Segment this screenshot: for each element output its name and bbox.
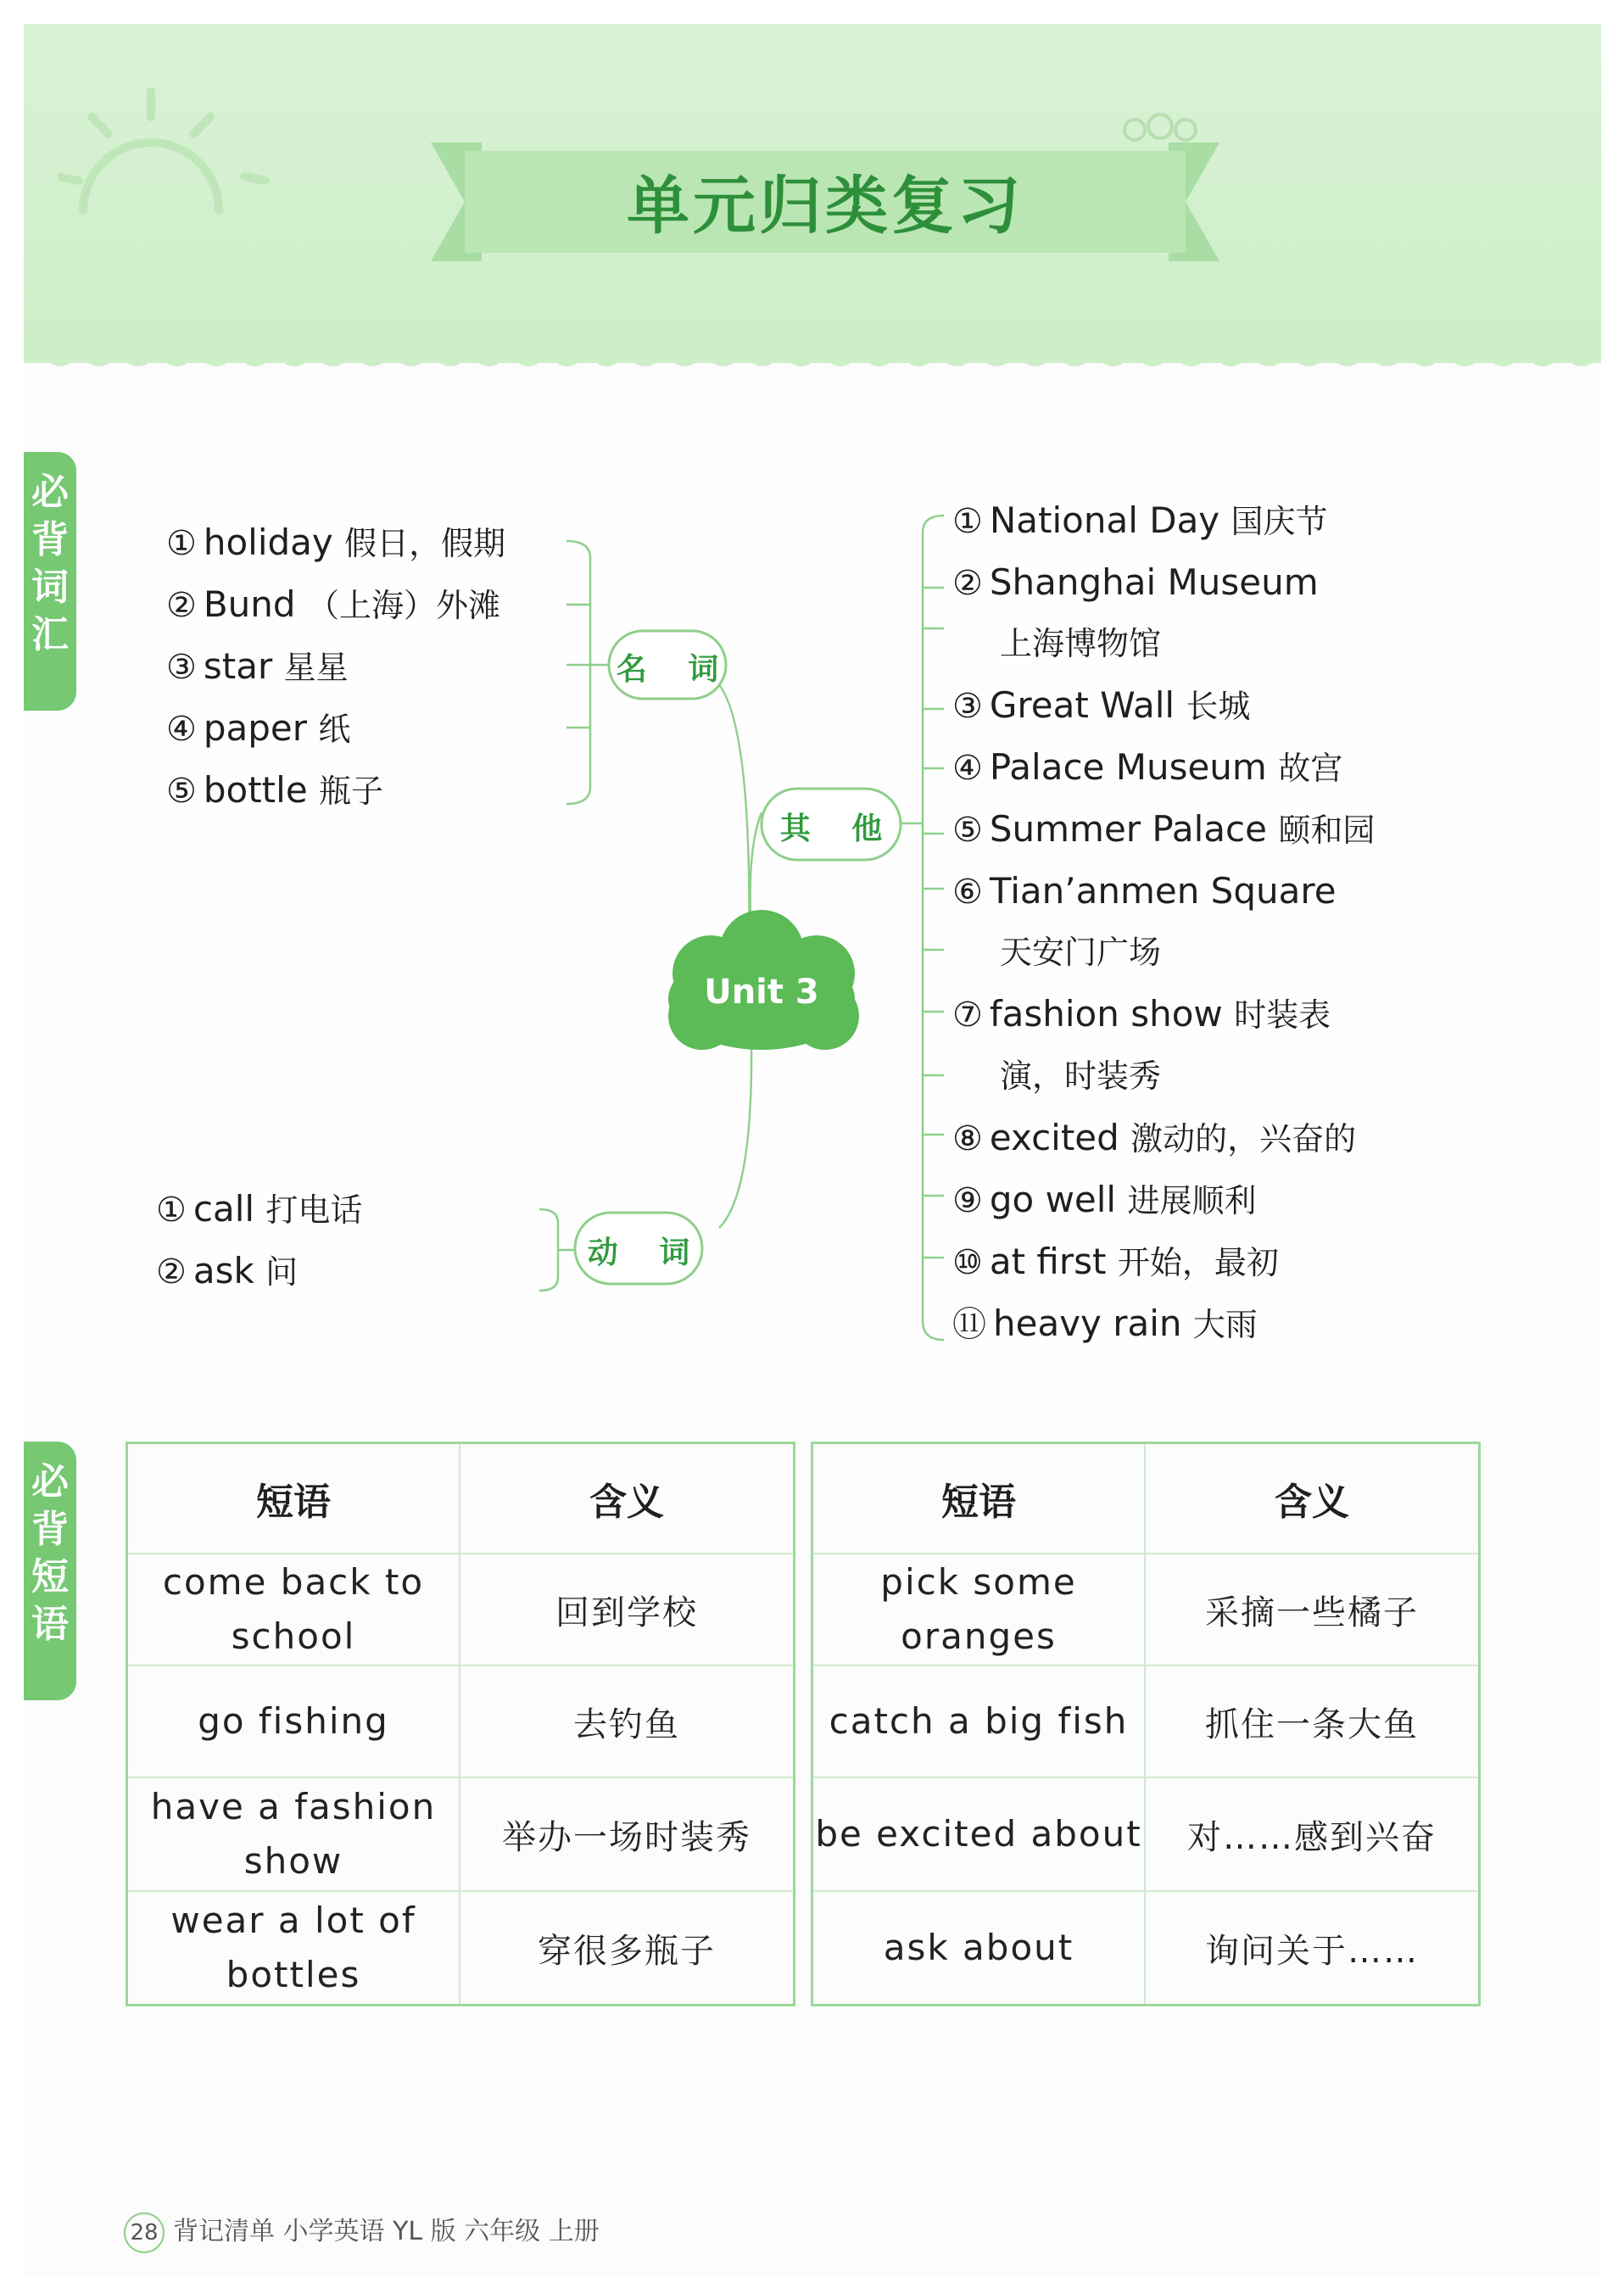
side-tab-char: 背	[31, 1508, 69, 1551]
item-number: ⑦	[952, 996, 983, 1035]
item-number: ①	[156, 1191, 187, 1230]
item-zh: 瓶子	[319, 773, 384, 810]
item-en: Palace Museum	[989, 746, 1267, 788]
item-zh: 激动的，兴奋的	[1130, 1120, 1357, 1158]
item-en: go well	[989, 1179, 1117, 1220]
others-item-continued	[952, 621, 1161, 666]
side-tab-char: 语	[31, 1603, 69, 1646]
verb-item	[156, 1249, 298, 1294]
phrase-table	[126, 1442, 1481, 2006]
item-number: ⑩	[952, 1243, 983, 1282]
item-number: ②	[156, 1253, 187, 1292]
table-header: 短语	[128, 1444, 460, 1554]
item-zh: 演，时装秀	[1000, 1057, 1162, 1095]
item-en: ask	[193, 1250, 254, 1292]
phrase-cell: ask about	[813, 1892, 1146, 2004]
item-zh: （上海）外滩	[306, 587, 500, 624]
item-zh: 开始，最初	[1117, 1244, 1279, 1281]
phrase-cell: be excited about	[813, 1778, 1146, 1892]
meaning-cell: 举办一场时装秀	[460, 1778, 793, 1892]
noun-item	[166, 644, 349, 689]
noun-node-label: 名 词	[616, 652, 734, 687]
others-item	[952, 745, 1342, 790]
phrase-cell: pick some oranges	[813, 1554, 1146, 1666]
item-number: ⑥	[952, 873, 983, 912]
others-item	[952, 1116, 1356, 1161]
table-header: 含义	[460, 1444, 793, 1554]
item-zh: 大雨	[1192, 1306, 1258, 1343]
item-zh: 颐和园	[1278, 812, 1376, 849]
others-item	[952, 561, 1319, 605]
item-en: National Day	[989, 499, 1220, 541]
page-title: 单元归类复习	[627, 170, 1024, 243]
meaning-cell: 询问关于……	[1205, 1931, 1419, 1971]
side-tab-char: 词	[31, 566, 69, 609]
side-tab-char: 短	[31, 1555, 69, 1598]
side-tab-char: 汇	[31, 613, 69, 656]
noun-item	[166, 521, 505, 566]
item-en: Tian’anmen Square	[989, 870, 1337, 912]
phrase-cell: wear a lot of bottles	[128, 1892, 460, 2004]
page-footer	[124, 2210, 600, 2253]
others-item	[952, 1302, 1258, 1347]
item-en: holiday	[203, 522, 333, 563]
item-number: ①	[166, 524, 197, 563]
others-item	[952, 807, 1375, 852]
phrase-cell: go fishing	[128, 1666, 460, 1778]
side-tab-phrases	[24, 1442, 76, 1700]
item-en: star	[203, 645, 273, 687]
workbook-page	[24, 24, 1601, 2276]
item-en: Bund	[203, 583, 296, 625]
others-node-label: 其 他	[779, 812, 898, 846]
item-number: ⑤	[952, 811, 983, 850]
meaning-cell: 回到学校	[460, 1554, 793, 1666]
others-item-continued	[952, 1053, 1161, 1098]
item-number: ⑪	[952, 1305, 986, 1344]
item-number: ⑤	[166, 772, 197, 811]
item-en: at first	[989, 1241, 1107, 1282]
verb-item	[156, 1187, 362, 1232]
side-tab-char: 必	[31, 471, 69, 514]
item-zh: 长城	[1186, 688, 1251, 725]
item-number: ⑧	[952, 1119, 983, 1158]
others-item	[952, 869, 1337, 914]
others-item-continued	[952, 929, 1161, 974]
others-item	[952, 1240, 1279, 1285]
item-zh: 故宫	[1278, 750, 1343, 787]
meaning-cell: 穿很多瓶子	[538, 1931, 716, 1971]
item-zh: 打电话	[265, 1191, 363, 1229]
phrase-cell: catch a big fish	[813, 1666, 1146, 1778]
item-number: ①	[952, 502, 983, 541]
meaning-cell: 对……感到兴奋	[1146, 1778, 1478, 1892]
item-number: ③	[166, 648, 197, 687]
item-zh: 进展顺利	[1127, 1182, 1257, 1219]
item-zh: 上海博物馆	[1000, 625, 1162, 662]
item-zh: 假日，假期	[344, 525, 506, 562]
table-header: 短语	[813, 1444, 1146, 1554]
item-en: excited	[989, 1117, 1119, 1158]
item-en: call	[193, 1188, 255, 1230]
item-zh: 星星	[283, 649, 349, 686]
side-tab-char: 必	[31, 1460, 69, 1504]
item-number: ②	[952, 564, 983, 603]
item-number: ②	[166, 586, 197, 625]
item-en: bottle	[203, 769, 308, 811]
unit-center-label: Unit 3	[704, 973, 819, 1012]
others-item	[952, 499, 1328, 544]
item-number: ⑨	[952, 1181, 983, 1220]
noun-item	[166, 706, 350, 751]
item-number: ④	[166, 710, 197, 749]
noun-item	[166, 583, 500, 628]
item-zh: 国庆节	[1231, 503, 1328, 540]
others-item	[952, 683, 1250, 728]
phrase-cell: come back to school	[128, 1554, 460, 1666]
item-en: Great Wall	[989, 684, 1175, 726]
item-en: heavy rain	[993, 1303, 1182, 1344]
noun-item	[166, 768, 383, 813]
item-en: Shanghai Museum	[989, 561, 1319, 603]
others-item	[952, 992, 1331, 1037]
item-en: fashion show	[989, 993, 1223, 1035]
item-zh: 问	[265, 1253, 299, 1291]
item-number: ③	[952, 687, 983, 726]
others-item	[952, 1178, 1256, 1223]
item-en: Summer Palace	[989, 808, 1267, 850]
item-zh: 纸	[318, 711, 351, 748]
meaning-cell: 抓住一条大鱼	[1146, 1666, 1478, 1778]
verb-node-label: 动 词	[587, 1236, 706, 1270]
item-number: ④	[952, 749, 983, 788]
page-number: 28	[124, 2212, 165, 2253]
item-zh: 时装表	[1234, 996, 1331, 1034]
book-title: 背记清单 小学英语 YL 版 六年级 上册	[173, 2217, 600, 2246]
meaning-cell: 采摘一些橘子	[1146, 1554, 1478, 1666]
item-zh: 天安门广场	[1000, 934, 1162, 971]
meaning-cell: 去钓鱼	[460, 1666, 793, 1778]
table-header: 含义	[1146, 1444, 1478, 1554]
side-tab-char: 背	[31, 518, 69, 561]
item-en: paper	[203, 707, 308, 749]
phrase-cell: have a fashion show	[128, 1778, 460, 1892]
